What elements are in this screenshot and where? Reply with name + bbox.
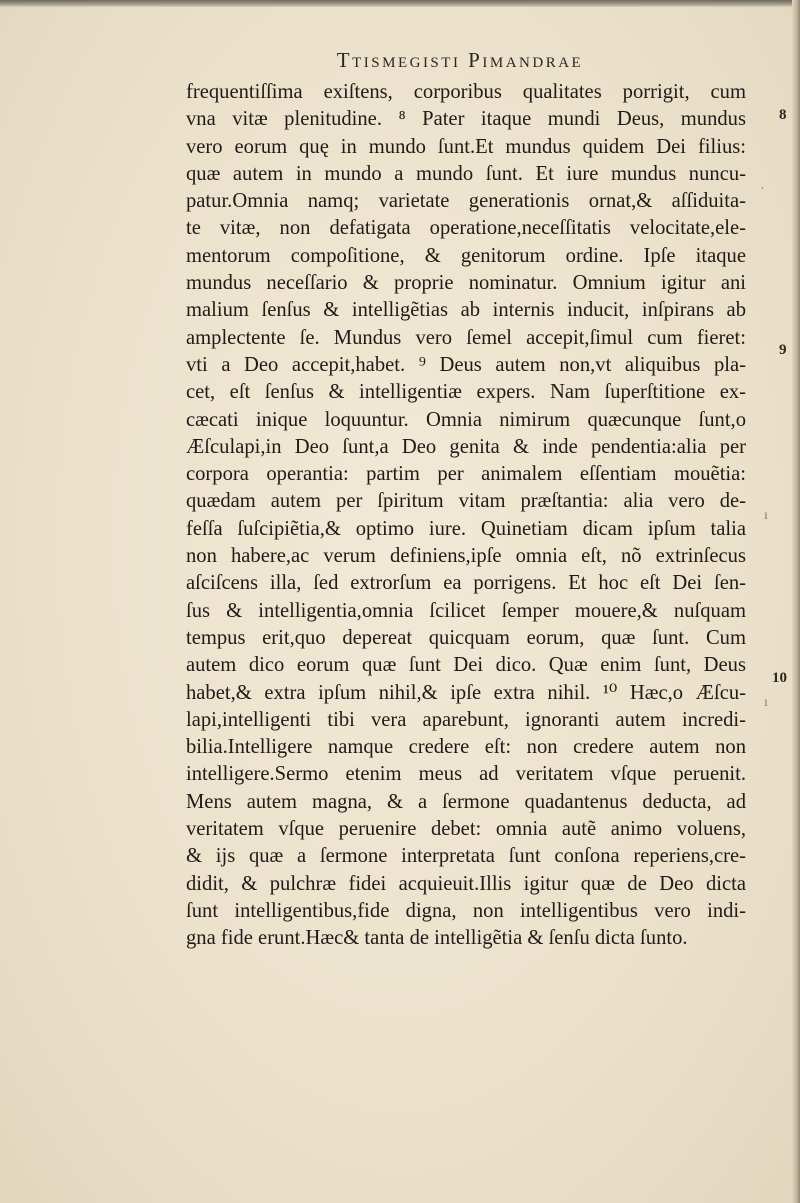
text-line: quæ autem in mundo a mundo ſunt. Et iure mundus nuncu- (186, 162, 746, 185)
margin-note-10: 10 (772, 670, 787, 686)
text-line: vna vitæ plenitudine. ⁸ Pater itaque mundi Deus, mundus (186, 108, 746, 131)
margin-mark: ı (764, 508, 768, 523)
margin-note-9: 9 (779, 342, 787, 358)
text-line: & ijs quæ a ſermone interpretata ſunt conſona reperiens,cre- (186, 845, 746, 868)
text-line: vti a Deo accepit,habet. ⁹ Deus autem non,vt aliquibus pla- (186, 353, 746, 376)
text-line: Mens autem magna, & a ſermone quadantenus deducta, ad (186, 790, 746, 813)
text-line: mundus neceſſario & proprie nominatur. Omnium igitur ani (186, 272, 746, 295)
text-line: habet,& extra ipſum nihil,& ipſe extra nihil. ¹⁰ Hæc,o Æſcu- (186, 681, 746, 704)
text-line: gna fide erunt.Hæc& tanta de intelligẽtia & ſenſu dicta ſunto. (186, 927, 688, 950)
text-line: mentorum compoſitione, & genitorum ordine. Ipſe itaque (186, 244, 746, 267)
text-line: intelligere.Sermo etenim meus ad veritatem vſque peruenit. (186, 763, 746, 786)
text-line: te vitæ, non defatigata operatione,neceſſitatis velocitate,ele- (186, 217, 746, 240)
text-line: aſciſcens illa, ſed extrorſum ea porrigens. Et hoc eſt Dei ſen- (186, 572, 746, 595)
text-line: non habere,ac verum definiens,ipſe omnia eſt, nõ extrinſecus (186, 545, 746, 568)
text-line: cet, eſt ſenſus & intelligentiæ expers. Nam ſuperſtitione ex- (186, 381, 746, 404)
text-line: didit, & pulchræ fidei acquieuit.Illis igitur quæ de Deo dicta (186, 872, 746, 895)
text-line: feſſa ſuſcipiẽtia,& optimo iure. Quinetiam dicam ipſum talia (186, 517, 746, 540)
text-line: malium ſenſus & intelligẽtias ab internis inducit, inſpirans ab (186, 299, 746, 322)
margin-note-8: 8 (779, 107, 787, 123)
text-line: vero eorum quę in mundo ſunt.Et mundus quidem Dei filius: (186, 135, 746, 158)
text-line: ſunt intelligentibus,fide digna, non intelligentibus vero indi- (186, 899, 746, 922)
text-line: lapi,intelligenti tibi vera aparebunt, ignoranti autem incredi- (186, 708, 746, 731)
text-line: cæcati inique loquuntur. Omnia nimirum quæcunque ſunt,o (186, 408, 746, 431)
text-line: corpora operantia: partim per animalem eſſentiam mouẽtia: (186, 463, 746, 486)
text-line: patur.Omnia namq; varietate generationis ornat,& aſſiduita- (186, 190, 746, 213)
margin-mark: · (760, 182, 765, 197)
text-line: frequentiſſima exiſtens, corporibus qualitates porrigit, cum (186, 81, 746, 103)
body-text (186, 79, 746, 953)
page-top-edge (0, 0, 800, 7)
margin-mark: ı (764, 695, 768, 710)
text-line: quædam autem per ſpiritum vitam præſtantia: alia vero de- (186, 490, 746, 513)
text-line: veritatem vſque peruenire debet: omnia autẽ animo voluens, (186, 818, 746, 841)
text-line: ſus & intelligentia,omnia ſcilicet ſemper mouere,& nuſquam (186, 599, 746, 622)
text-line: bilia.Intelligere namque credere eſt: non credere autem non (186, 736, 746, 759)
text-line: tempus erit,quo depereat quicquam eorum, quæ ſunt. Cum (186, 626, 746, 649)
page-right-edge (792, 0, 800, 1203)
text-line: autem dico eorum quæ ſunt Dei dico. Quæ enim ſunt, Deus (186, 654, 746, 677)
running-head: Ttismegisti Pimandrae (336, 48, 584, 72)
text-line: amplectente ſe. Mundus vero ſemel accepit,ſimul cum fieret: (186, 326, 746, 349)
text-line: Æſculapi,in Deo ſunt,a Deo genita & inde pendentia:alia per (186, 435, 746, 458)
